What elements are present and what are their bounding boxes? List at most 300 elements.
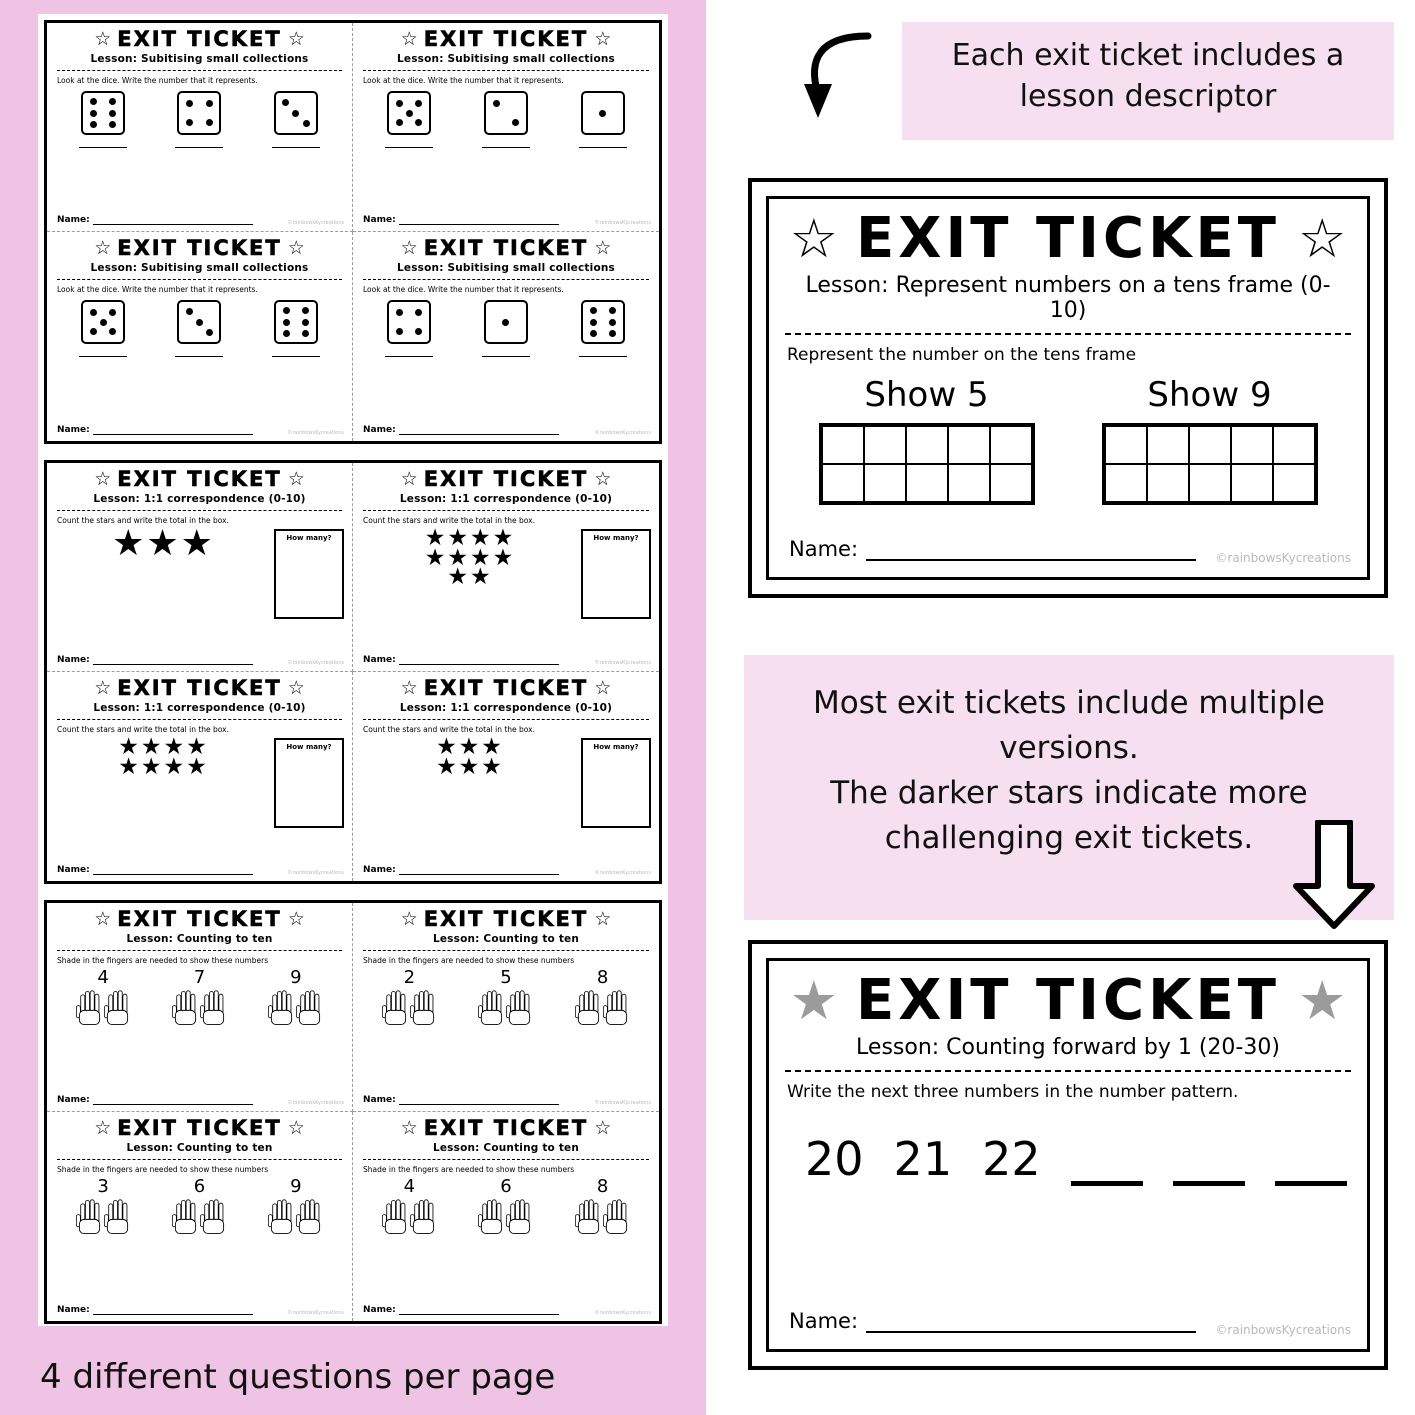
name-label: Name:: [57, 655, 90, 665]
die-5: [81, 300, 125, 344]
down-arrow-icon: [1292, 820, 1376, 930]
credit-text: ©rainbowsKycreations: [594, 220, 651, 226]
star-outline-icon: ☆: [400, 237, 418, 259]
exit-ticket: [353, 463, 659, 672]
name-writing-line[interactable]: [399, 655, 559, 665]
hands-pair[interactable]: [172, 1197, 227, 1235]
answer-line[interactable]: [175, 145, 223, 148]
star-outline-icon: ☆: [400, 28, 418, 50]
hand-icon: [172, 1197, 199, 1235]
star-area: [361, 734, 651, 828]
divider: [363, 279, 649, 280]
hand-item: [478, 967, 533, 1026]
star-outline-icon: ☆: [400, 677, 418, 699]
credit-text: ©rainbowsKycreations: [1215, 551, 1351, 565]
name-writing-line[interactable]: [93, 1095, 253, 1105]
hand-number: 6: [500, 1176, 512, 1197]
hands-pair[interactable]: [382, 1197, 437, 1235]
hand-icon: [575, 1197, 602, 1235]
how-many-label: How many?: [286, 534, 332, 542]
divider: [57, 719, 342, 720]
big-ticket-header: [785, 206, 1351, 271]
ticket-header: [361, 1118, 651, 1139]
die-1: [484, 300, 528, 344]
exit-ticket: [353, 903, 659, 1112]
star-outline-icon: ☆: [594, 237, 612, 259]
answer-line[interactable]: [175, 354, 223, 357]
credit-text: ©rainbowsKycreations: [594, 1310, 651, 1316]
answer-line[interactable]: [579, 145, 627, 148]
ticket-lesson: Lesson: Subitising small collections: [90, 262, 309, 274]
answer-line[interactable]: [579, 354, 627, 357]
hand-icon: [104, 988, 131, 1026]
exit-ticket: [47, 1112, 353, 1321]
exit-ticket: [353, 1112, 659, 1321]
big-exit-ticket-tens-frame: [748, 178, 1388, 598]
hand-item: [172, 967, 227, 1026]
ticket-lesson: Lesson: Subitising small collections: [90, 53, 309, 65]
note-lesson-descriptor: Each exit ticket includes a lesson descriptor: [902, 22, 1394, 140]
name-label: Name:: [363, 425, 396, 435]
star-row: ★★: [447, 564, 493, 591]
credit-text: ©rainbowsKycreations: [287, 660, 344, 666]
hand-number: 8: [596, 967, 609, 988]
number-sequence[interactable]: [805, 1132, 1351, 1186]
exit-ticket: [47, 903, 353, 1112]
stars-display: [55, 523, 272, 564]
name-field[interactable]: [363, 1305, 559, 1315]
answer-line[interactable]: [79, 145, 127, 148]
star-row: ★★★: [436, 753, 504, 780]
ticket-header: [55, 1118, 344, 1139]
ticket-title: EXIT TICKET: [423, 27, 589, 51]
hand-number: 9: [290, 967, 302, 988]
star-outline-icon: ☆: [594, 28, 612, 50]
ticket-title: EXIT TICKET: [423, 467, 589, 491]
star-outline-icon: ☆: [94, 908, 112, 930]
divider: [363, 719, 649, 720]
stars-display: [361, 525, 579, 591]
die-6: [81, 91, 125, 135]
hands-pair[interactable]: [382, 988, 437, 1026]
hand-item: [382, 1176, 437, 1235]
answer-line[interactable]: [385, 145, 433, 148]
ticket-header: [55, 469, 344, 490]
sequence-blank[interactable]: [1071, 1169, 1143, 1186]
credit-text: ©rainbowsKycreations: [594, 430, 651, 436]
name-label: Name:: [789, 1309, 859, 1333]
tens-frame-grid[interactable]: [819, 423, 1035, 505]
ticket-group: [44, 20, 662, 444]
divider: [785, 1070, 1351, 1072]
big-ticket-title: EXIT TICKET: [856, 968, 1280, 1033]
sequence-blank[interactable]: [1275, 1169, 1347, 1186]
ticket-lesson: Lesson: 1:1 correspondence (0-10): [399, 702, 613, 714]
big-ticket-inner: [766, 196, 1370, 580]
dice-row: [361, 91, 651, 135]
credit-text: ©rainbowsKycreations: [287, 430, 344, 436]
answer-line[interactable]: [482, 145, 530, 148]
answer-line[interactable]: [482, 354, 530, 357]
tens-frames: [785, 375, 1351, 505]
ticket-instruction: Look at the dice. Write the number that it represents.: [363, 285, 564, 294]
hands-pair[interactable]: [268, 1197, 323, 1235]
hand-item: [268, 967, 323, 1026]
star-outline-icon: ☆: [94, 1117, 112, 1139]
name-field[interactable]: [57, 425, 253, 435]
big-ticket-header: [785, 968, 1351, 1033]
ticket-instruction: Look at the dice. Write the number that it represents.: [57, 285, 258, 294]
ticket-lesson: Lesson: 1:1 correspondence (0-10): [93, 493, 306, 505]
big-ticket-inner: [766, 958, 1370, 1352]
name-writing-line[interactable]: [399, 1305, 559, 1315]
name-field[interactable]: [57, 215, 253, 225]
name-label: Name:: [363, 1305, 396, 1315]
credit-text: ©rainbowsKycreations: [287, 220, 344, 226]
divider: [57, 950, 342, 951]
divider: [363, 950, 649, 951]
answer-lines: [361, 145, 651, 148]
hands-pair[interactable]: [478, 1197, 533, 1235]
star-row: ★★★: [112, 523, 215, 564]
hands-row: [361, 1176, 651, 1235]
hand-icon: [603, 988, 630, 1026]
name-field[interactable]: [363, 865, 559, 875]
credit-text: ©rainbowsKycreations: [1215, 1323, 1351, 1337]
stars-display: [361, 734, 579, 780]
name-label: Name:: [363, 215, 396, 225]
hand-item: [575, 1176, 630, 1235]
dice-row: [55, 300, 344, 344]
answer-line[interactable]: [272, 354, 320, 357]
divider: [785, 333, 1351, 335]
ticket-header: [55, 238, 344, 259]
credit-text: ©rainbowsKycreations: [594, 1100, 651, 1106]
dice-row: [361, 300, 651, 344]
hand-number: 3: [97, 1176, 109, 1197]
hand-item: [172, 1176, 227, 1235]
star-area: [361, 525, 651, 619]
hand-item: [575, 967, 630, 1026]
credit-text: ©rainbowsKycreations: [594, 660, 651, 666]
ticket-lesson: Lesson: Subitising small collections: [397, 53, 615, 65]
ticket-instruction: Shade in the fingers are needed to show these numbers: [363, 1165, 575, 1174]
name-label: Name:: [57, 425, 90, 435]
name-field[interactable]: [57, 1305, 253, 1315]
ticket-group: [44, 460, 662, 884]
show-label: Show 9: [1147, 375, 1272, 415]
ticket-group: [44, 900, 662, 1324]
name-writing-line[interactable]: [93, 865, 253, 875]
ticket-instruction: Look at the dice. Write the number that it represents.: [363, 76, 564, 85]
hand-number: 2: [403, 967, 416, 988]
sequence-number: 22: [982, 1132, 1041, 1186]
ticket-header: [55, 29, 344, 50]
hand-icon: [382, 1197, 409, 1235]
star-area: [55, 523, 344, 619]
hand-item: [76, 1176, 131, 1235]
how-many-box[interactable]: [581, 738, 651, 828]
hand-icon: [410, 988, 437, 1026]
hands-pair[interactable]: [172, 988, 227, 1026]
star-area: [55, 734, 344, 828]
star-outline-icon: ☆: [400, 1117, 418, 1139]
hand-number: 9: [290, 1176, 302, 1197]
ticket-instruction: Count the stars and write the total in the box.: [57, 725, 229, 734]
die-6: [581, 300, 625, 344]
name-writing-line[interactable]: [399, 865, 559, 875]
star-outline-icon: ☆: [594, 908, 612, 930]
ticket-grid: [38, 14, 668, 1326]
hands-pair[interactable]: [575, 1197, 630, 1235]
die-3: [177, 300, 221, 344]
hand-item: [478, 1176, 533, 1235]
tens-frame-item: [819, 375, 1035, 505]
hands-pair[interactable]: [268, 988, 323, 1026]
hand-number: 6: [193, 1176, 206, 1197]
answer-lines: [55, 145, 344, 148]
sequence-number: 21: [893, 1132, 953, 1186]
ticket-instruction: Count the stars and write the total in the box.: [57, 516, 229, 525]
hand-number: 8: [596, 1176, 609, 1197]
ticket-title: EXIT TICKET: [117, 27, 282, 51]
star-outline-icon: ☆: [287, 677, 305, 699]
answer-line[interactable]: [385, 354, 433, 357]
name-label: Name:: [57, 1305, 90, 1315]
exit-ticket: [47, 232, 353, 441]
hand-icon: [268, 988, 295, 1026]
name-field[interactable]: [363, 215, 559, 225]
hands-pair[interactable]: [76, 1197, 131, 1235]
right-panel: [706, 0, 1415, 1415]
name-label: Name:: [57, 1095, 90, 1105]
ticket-header: [55, 909, 344, 930]
name-writing-line[interactable]: [93, 655, 253, 665]
hand-icon: [76, 1197, 103, 1235]
ticket-lesson: Lesson: Counting to ten: [432, 1142, 580, 1154]
divider: [363, 70, 649, 71]
die-6: [274, 300, 318, 344]
name-label: Name:: [789, 537, 859, 561]
name-writing-line[interactable]: [399, 1095, 559, 1105]
star-row: ★★★★: [118, 753, 209, 780]
hand-icon: [478, 988, 505, 1026]
star-row: ★★★★: [118, 734, 209, 760]
hand-icon: [575, 988, 602, 1026]
ticket-header: [55, 678, 344, 699]
hand-icon: [76, 988, 103, 1026]
exit-ticket: [47, 672, 353, 881]
ticket-title: EXIT TICKET: [117, 1116, 282, 1140]
how-many-label: How many?: [286, 743, 332, 751]
star-outline-icon: ☆: [94, 28, 112, 50]
name-writing-line[interactable]: [93, 215, 253, 225]
star-outline-icon: ☆: [1297, 207, 1347, 270]
big-ticket-lesson: Lesson: Counting forward by 1 (20-30): [856, 1035, 1280, 1060]
dice-row: [55, 91, 344, 135]
hands-row: [361, 967, 651, 1026]
stars-display: [55, 734, 272, 780]
star-filled-icon: ★: [789, 969, 839, 1032]
star-outline-icon: ☆: [287, 908, 305, 930]
worksheet-sheet: [38, 14, 668, 1326]
ticket-instruction: Look at the dice. Write the number that it represents.: [57, 76, 258, 85]
how-many-label: How many?: [593, 534, 639, 542]
hand-icon: [478, 1197, 505, 1235]
ticket-title: EXIT TICKET: [117, 907, 282, 931]
how-many-box[interactable]: [274, 529, 344, 619]
star-outline-icon: ☆: [287, 1117, 305, 1139]
hand-icon: [603, 1197, 630, 1235]
ticket-lesson: Lesson: Counting to ten: [432, 933, 580, 945]
name-field[interactable]: [363, 1095, 559, 1105]
answer-lines: [361, 354, 651, 357]
star-outline-icon: ☆: [94, 468, 112, 490]
hand-icon: [296, 1197, 323, 1235]
star-outline-icon: ☆: [287, 28, 305, 50]
hand-item: [76, 967, 131, 1026]
note2-line2: The darker stars indicate more challenging exit tickets.: [830, 774, 1308, 856]
hand-number: 5: [500, 967, 512, 988]
die-4: [177, 91, 221, 135]
ticket-title: EXIT TICKET: [423, 907, 589, 931]
ticket-lesson: Lesson: Counting to ten: [126, 933, 273, 945]
ticket-title: EXIT TICKET: [423, 1116, 589, 1140]
divider: [363, 1159, 649, 1160]
name-field[interactable]: [57, 1095, 253, 1105]
ticket-lesson: Lesson: 1:1 correspondence (0-10): [93, 702, 306, 714]
name-field[interactable]: [57, 865, 253, 875]
hands-pair[interactable]: [478, 988, 533, 1026]
sequence-blank[interactable]: [1173, 1169, 1245, 1186]
name-field[interactable]: [789, 537, 1196, 561]
how-many-box[interactable]: [581, 529, 651, 619]
ticket-instruction: Shade in the fingers are needed to show these numbers: [57, 1165, 269, 1174]
hand-item: [268, 1176, 323, 1235]
note2-line1: Most exit tickets include multiple versions.: [812, 685, 1325, 766]
ticket-header: [361, 909, 651, 930]
hands-pair[interactable]: [575, 988, 630, 1026]
answer-line[interactable]: [79, 354, 127, 357]
name-label: Name:: [57, 215, 90, 225]
divider: [57, 70, 342, 71]
hand-number: 7: [193, 967, 206, 988]
hands-row: [55, 967, 344, 1026]
name-field[interactable]: [57, 655, 253, 665]
big-ticket-title: EXIT TICKET: [856, 206, 1280, 271]
show-label: Show 5: [864, 375, 989, 415]
divider: [57, 279, 342, 280]
star-row: ★★★★: [424, 525, 516, 551]
exit-ticket: [353, 672, 659, 881]
big-ticket-instruction: Represent the number on the tens frame: [787, 345, 1137, 365]
divider: [57, 510, 342, 511]
big-exit-ticket-counting-forward: [748, 940, 1388, 1370]
die-5: [387, 91, 431, 135]
name-writing-line[interactable]: [866, 549, 1196, 561]
ticket-lesson: Lesson: Counting to ten: [126, 1142, 273, 1154]
star-filled-icon: ★: [1297, 969, 1347, 1032]
divider: [363, 510, 649, 511]
hand-icon: [506, 1197, 533, 1235]
star-outline-icon: ☆: [594, 468, 612, 490]
hand-icon: [296, 988, 323, 1026]
exit-ticket: [47, 23, 353, 232]
hand-icon: [410, 1197, 437, 1235]
divider: [57, 1159, 342, 1160]
hand-icon: [506, 988, 533, 1026]
credit-text: ©rainbowsKycreations: [287, 1100, 344, 1106]
ticket-instruction: Count the stars and write the total in the box.: [363, 725, 535, 734]
name-writing-line[interactable]: [399, 425, 559, 435]
die-1: [581, 91, 625, 135]
hand-icon: [104, 1197, 131, 1235]
hand-icon: [268, 1197, 295, 1235]
star-row: ★★★: [436, 734, 504, 760]
exit-ticket: [353, 232, 659, 441]
ticket-lesson: Lesson: 1:1 correspondence (0-10): [399, 493, 613, 505]
ticket-title: EXIT TICKET: [117, 467, 282, 491]
hand-icon: [172, 988, 199, 1026]
star-outline-icon: ☆: [789, 207, 839, 270]
name-writing-line[interactable]: [93, 1305, 253, 1315]
name-field[interactable]: [363, 655, 559, 665]
star-outline-icon: ☆: [400, 468, 418, 490]
name-label: Name:: [363, 655, 396, 665]
big-ticket-lesson: Lesson: Represent numbers on a tens frame (0- 10): [805, 273, 1331, 323]
big-ticket-instruction: Write the next three numbers in the number pattern.: [787, 1082, 1239, 1102]
answer-line[interactable]: [272, 145, 320, 148]
credit-text: ©rainbowsKycreations: [287, 870, 344, 876]
hand-number: 4: [97, 967, 109, 988]
die-2: [484, 91, 528, 135]
ticket-title: EXIT TICKET: [423, 236, 589, 260]
ticket-instruction: Count the stars and write the total in the box.: [363, 516, 535, 525]
name-label: Name:: [363, 865, 396, 875]
ticket-header: [361, 469, 651, 490]
name-field[interactable]: [789, 1309, 1196, 1333]
name-label: Name:: [363, 1095, 396, 1105]
exit-ticket: [353, 23, 659, 232]
left-caption: 4 different questions per page: [40, 1357, 556, 1397]
sequence-number: 20: [805, 1132, 864, 1186]
exit-ticket: [47, 463, 353, 672]
name-writing-line[interactable]: [866, 1321, 1196, 1333]
answer-lines: [55, 354, 344, 357]
hand-icon: [200, 1197, 227, 1235]
tens-frame-grid[interactable]: [1102, 423, 1318, 505]
star-outline-icon: ☆: [594, 1117, 612, 1139]
ticket-header: [361, 238, 651, 259]
ticket-instruction: Shade in the fingers are needed to show these numbers: [57, 956, 269, 965]
how-many-label: How many?: [593, 743, 639, 751]
ticket-title: EXIT TICKET: [423, 676, 589, 700]
hand-item: [382, 967, 437, 1026]
die-3: [274, 91, 318, 135]
how-many-box[interactable]: [274, 738, 344, 828]
name-writing-line[interactable]: [399, 215, 559, 225]
hands-pair[interactable]: [76, 988, 131, 1026]
name-writing-line[interactable]: [93, 425, 253, 435]
name-field[interactable]: [363, 425, 559, 435]
credit-text: ©rainbowsKycreations: [594, 870, 651, 876]
hand-icon: [200, 988, 227, 1026]
ticket-header: [361, 678, 651, 699]
die-4: [387, 300, 431, 344]
ticket-header: [361, 29, 651, 50]
ticket-lesson: Lesson: Subitising small collections: [397, 262, 615, 274]
hand-number: 4: [403, 1176, 416, 1197]
